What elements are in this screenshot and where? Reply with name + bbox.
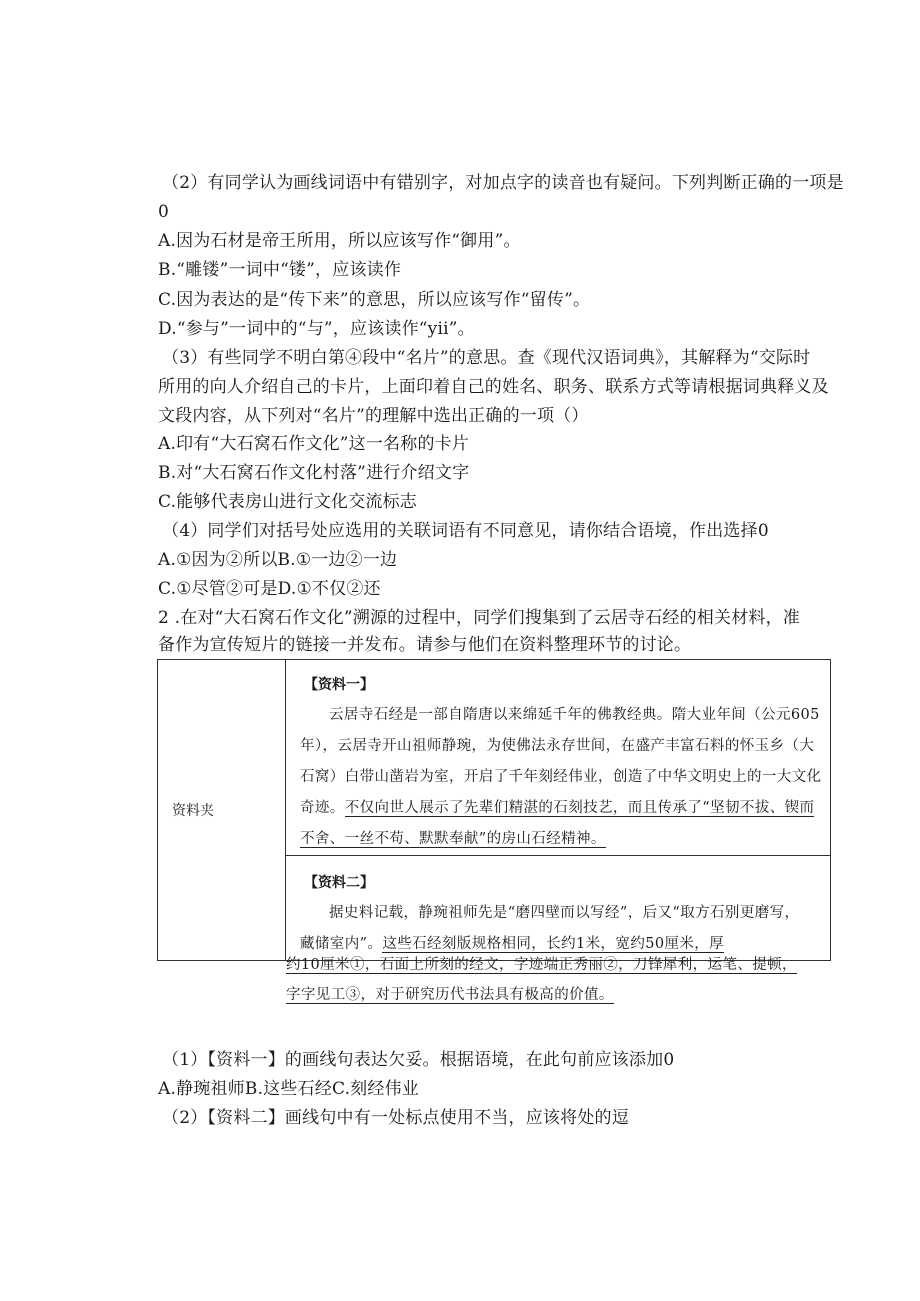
material-1-line5 bbox=[300, 824, 830, 855]
item2-line2: 备作为宣传短片的链接一并发布。请参与他们在资料整理环节的讨论。 bbox=[158, 635, 692, 655]
material-2-line4 bbox=[286, 980, 614, 1011]
q2-stem-line1: （2）有同学认为画线词语中有错别字，对加点字的读音也有疑问。下列判断正确的一项是 bbox=[162, 173, 844, 193]
sub-q1-stem: （1）【资料一】的画线句表达欠妥。根据语境，在此句前应该添加0 bbox=[162, 1050, 675, 1070]
q3-stem-line2: 所用的向人介绍自己的卡片，上面印着自己的姓名、职务、联系方式等请根据词典释义及 bbox=[158, 377, 829, 397]
material-2-line1: 据史料记载，静琬祖师先是“磨四壁而以写经”，后又“取方石别更磨写， bbox=[329, 905, 800, 921]
q3-option-a: A.印有“大石窝石作文化”这一名称的卡片 bbox=[158, 434, 470, 454]
material-2-line2-plain: 藏储室内”。 bbox=[300, 936, 383, 952]
material-1-underlined-sentence: 不仅向世人展示了先辈们精湛的石刻技艺，而且传承了“坚韧不拔、锲而 bbox=[344, 800, 815, 816]
q2-option-c: C.因为表达的是“传下来”的意思，所以应该写作“留传”。 bbox=[158, 290, 591, 310]
q2-option-d: D.“参与”一词中的“与”，应该读作“yii”。 bbox=[158, 319, 475, 339]
q2-stem-line2: 0 bbox=[158, 202, 170, 222]
sub-q1-options: A.静琬祖师B.这些石经C.刻经伟业 bbox=[158, 1079, 419, 1099]
material-2-underlined-line3: 约10厘米①，石面上所刻的经文，字迹端正秀丽②，刀锋犀利，运笔、提顿， bbox=[286, 957, 797, 973]
q3-option-c: C.能够代表房山进行文化交流标志 bbox=[158, 492, 418, 512]
material-1-line4 bbox=[300, 793, 830, 824]
material-1-line4-plain: 奇迹。 bbox=[300, 800, 345, 816]
material-1-title: 【资料一】 bbox=[304, 677, 374, 693]
material-2-cell bbox=[286, 856, 831, 961]
q4-stem: （4）同学们对括号处应选用的关联词语有不同意见，请你结合语境，作出选择0 bbox=[162, 521, 769, 541]
q3-stem-line3: 文段内容，从下列对“名片”的理解中选出正确的一项（） bbox=[158, 406, 589, 426]
q3-stem-line1: （3）有些同学不明白第④段中“名片”的意思。查《现代汉语词典》，其解释为“交际时 bbox=[162, 348, 811, 368]
sub-q2-stem: （2）【资料二】画线句中有一处标点使用不当，应该将处的逗 bbox=[162, 1108, 629, 1128]
material-1-cell bbox=[286, 660, 831, 856]
q3-option-b: B.对“大石窝石作文化村落”进行介绍文字 bbox=[158, 463, 470, 483]
material-2-underlined-sentence: 这些石经刻版规格相同，长约1米，宽约50厘米，厚 bbox=[382, 936, 725, 952]
material-2-line3 bbox=[286, 950, 797, 981]
q4-options-cd: C.①尽管②可是D.①不仅②还 bbox=[158, 579, 381, 599]
q4-options-ab: A.①因为②所以B.①一边②一边 bbox=[158, 550, 398, 570]
material-folder-table bbox=[157, 659, 831, 961]
item2-line1: 2 .在对“大石窝石作文化”溯源的过程中，同学们搜集到了云居寺石经的相关材料，准 bbox=[158, 608, 801, 628]
folder-label: 资料夹 bbox=[158, 660, 286, 961]
q2-option-b: B.“雕镂”一词中“镂”，应该读作 bbox=[158, 260, 402, 280]
material-2-underlined-line4: 字字见工③，对于研究历代书法具有极高的价值。 bbox=[286, 987, 614, 1003]
material-1-line1: 云居寺石经是一部自隋唐以来绵延千年的佛教经典。隋大业年间（公元605 bbox=[329, 707, 820, 723]
material-1-line3: 石窝）白带山凿岩为室，开启了千年刻经伟业，创造了中华文明史上的一大文化 bbox=[300, 769, 822, 785]
material-1-line2: 年），云居寺开山祖师静琬，为使佛法永存世间，在盛产丰富石料的怀玉乡（大 bbox=[300, 738, 815, 754]
q2-option-a: A.因为石材是帝王所用，所以应该写作“御用”。 bbox=[158, 231, 521, 251]
material-1-underlined-sentence-end: 不舍、一丝不苟、默默奉献”的房山石经精神。 bbox=[300, 831, 606, 847]
material-2-title: 【资料二】 bbox=[304, 875, 374, 891]
